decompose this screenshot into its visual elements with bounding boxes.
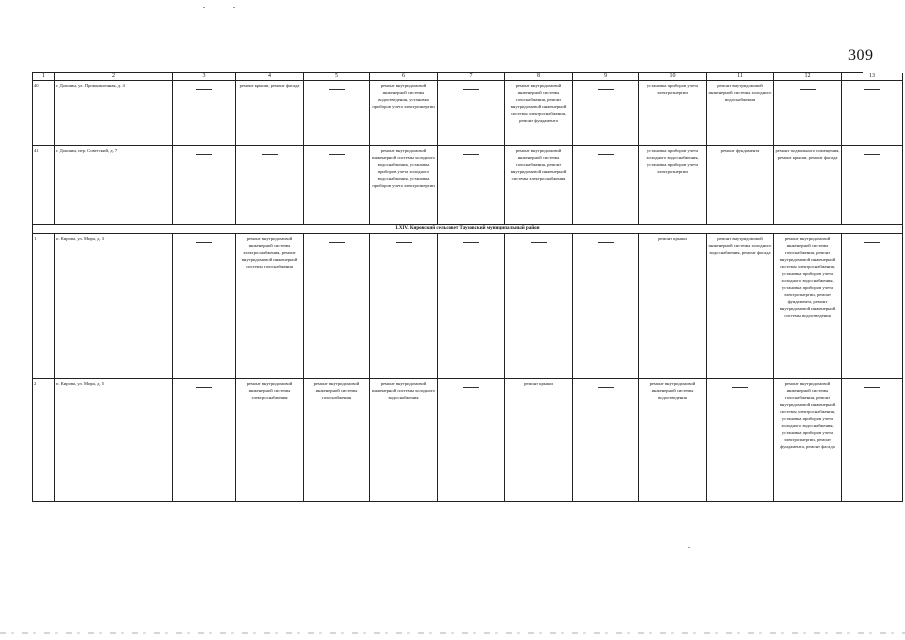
address-cell: г. Докшин, пер. Советский, д. 7 (55, 146, 173, 225)
work-cell: ремонт внутридомовой инженерной системы газоснабжения, ремонт внутридомовой инженерной системы электроснабжения (505, 146, 573, 225)
empty-cell (173, 234, 236, 379)
empty-cell (707, 379, 774, 502)
column-header: 13 (842, 73, 903, 81)
column-header: 10 (639, 73, 707, 81)
empty-cell (304, 234, 370, 379)
column-header: 5 (304, 73, 370, 81)
work-cell: ремонт внутридомовой инженерной системы электроснабжения (236, 379, 304, 502)
scan-artifact-line (0, 632, 905, 634)
empty-cell (438, 81, 505, 146)
empty-cell (438, 146, 505, 225)
repair-schedule-table (32, 72, 875, 502)
column-header: 3 (173, 73, 236, 81)
work-cell: ремонт внутридомовой инженерной системы водоотведения, установка приборов учета электроэнергии (370, 81, 438, 146)
empty-cell (573, 234, 639, 379)
column-header: 8 (505, 73, 573, 81)
work-cell: ремонт внутридомовой инженерной системы водоотведения (639, 379, 707, 502)
work-cell: установка приборов учета холодного водоснабжения, установка приборов учета электроэнергии (639, 146, 707, 225)
work-cell: ремонт внутридомовой инженерной системы газоснабжения, ремонт внутридомовой инженерной системы электроснабжения, установка приборов учета холодного водоснабжения, установка приборов учета электроэнергии, ремонт фундамента, ремонт фасада (774, 379, 842, 502)
work-cell: ремонт фундамента (707, 146, 774, 225)
row-number: 2 (33, 379, 55, 502)
column-header: 11 (707, 73, 774, 81)
work-cell: установка приборов учета электроэнергии (639, 81, 707, 146)
work-cell: ремонт внутридомовой инженерной системы холодного водоснабжения (370, 379, 438, 502)
work-cell: ремонт крыши (505, 379, 573, 502)
empty-cell (438, 234, 505, 379)
empty-cell (370, 234, 438, 379)
empty-cell (842, 146, 903, 225)
empty-cell (842, 81, 903, 146)
column-header: 4 (236, 73, 304, 81)
empty-cell (573, 81, 639, 146)
empty-cell (173, 379, 236, 502)
scan-speck (688, 547, 690, 548)
empty-cell (573, 379, 639, 502)
column-header: 12 (774, 73, 842, 81)
work-cell: ремонт внутридомовой инженерной системы холодного водоснабжения, установка приборов учета холодного водоснабжения, установка приборов учета электроэнергии (370, 146, 438, 225)
empty-cell (573, 146, 639, 225)
work-cell: ремонт подвального помещения, ремонт крыши, ремонт фасада (774, 146, 842, 225)
work-cell: ремонт внутридомовой инженерной системы холодного водоснабжения (707, 81, 774, 146)
row-number: 40 (33, 81, 55, 146)
empty-cell (173, 81, 236, 146)
empty-cell (842, 234, 903, 379)
empty-cell (236, 146, 304, 225)
empty-cell (774, 81, 842, 146)
column-header: 9 (573, 73, 639, 81)
work-cell: ремонт внутридомовой инженерной системы газоснабжения (304, 379, 370, 502)
column-header: 2 (55, 73, 173, 81)
section-heading: LXIV. Кировский сельсовет Таузовский муниципальный район (33, 225, 903, 234)
empty-cell (304, 146, 370, 225)
address-cell: п. Кирова, ул. Мира, д. 5 (55, 379, 173, 502)
scan-speck (233, 7, 235, 8)
work-cell: ремонт внутридомовой инженерной системы газоснабжения, ремонт внутридомовой инженерной системы электроснабжения, установка приборов учета холодного водоснабжения, установка приборов учета электроэнергии, ремонт фундамента, ремонт внутридомовой инженерной системы водоотведения (774, 234, 842, 379)
empty-cell (173, 146, 236, 225)
work-cell: ремонт крыши, ремонт фасада (236, 81, 304, 146)
address-cell: п. Кирова, ул. Мира, д. 3 (55, 234, 173, 379)
work-cell: ремонт крыши (639, 234, 707, 379)
empty-cell (438, 379, 505, 502)
work-cell: ремонт внутридомовой инженерной системы холодного водоснабжения, ремонт фасада (707, 234, 774, 379)
address-cell: г. Докшин, ул. Промышленная, д. 4 (55, 81, 173, 146)
row-number: 1 (33, 234, 55, 379)
scan-speck (203, 7, 205, 8)
column-header: 1 (33, 73, 55, 81)
work-cell: ремонт внутридомовой инженерной системы электроснабжения, ремонт внутридомовой инженерной системы газоснабжения (236, 234, 304, 379)
empty-cell (505, 234, 573, 379)
work-cell: ремонт внутридомовой инженерной системы газоснабжения, ремонт внутридомовой инженерной системы электроснабжения, ремонт фундамента (505, 81, 573, 146)
page-number: 309 (848, 47, 874, 64)
column-header: 6 (370, 73, 438, 81)
column-header: 7 (438, 73, 505, 81)
empty-cell (304, 81, 370, 146)
row-number: 41 (33, 146, 55, 225)
empty-cell (842, 379, 903, 502)
